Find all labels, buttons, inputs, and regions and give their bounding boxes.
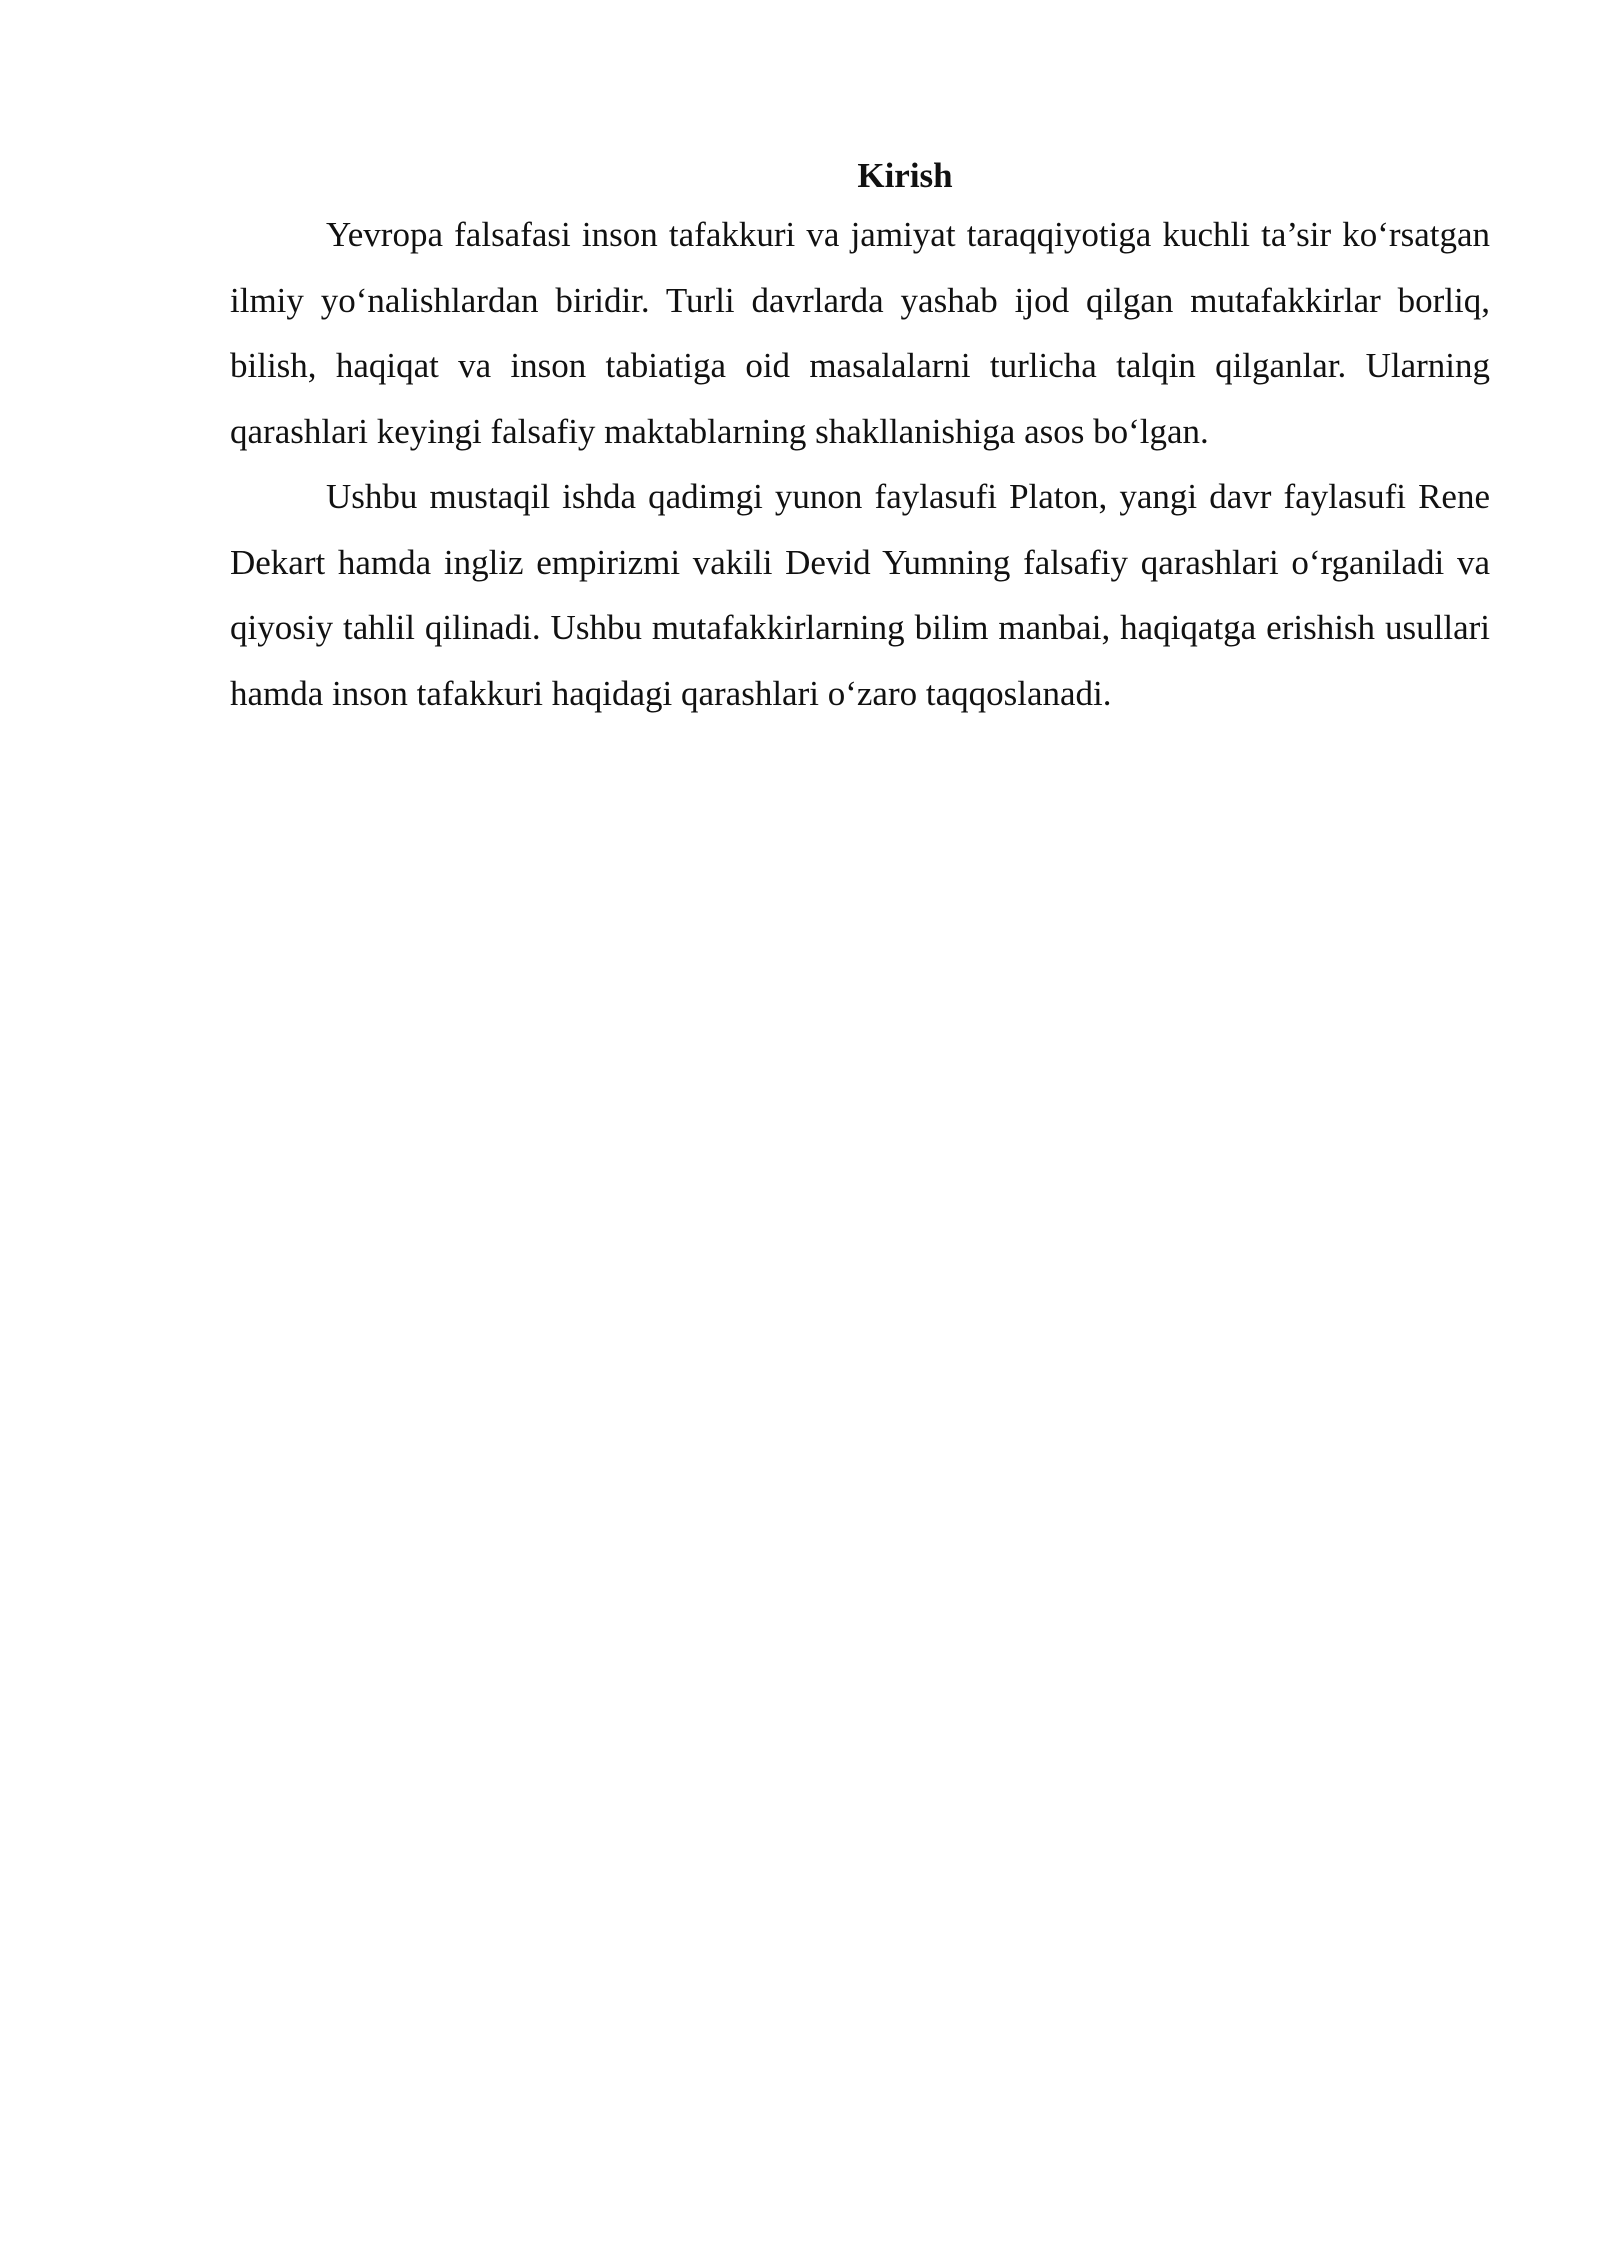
- paragraph-introduction: Yevropa falsafasi inson tafakkuri va jamiyat taraqqiyotiga kuchli ta’sir ko‘rsatgan ilmiy yo‘nalishlardan biridir. Turli davrlarda yashab ijod qilgan mutafakkirlar borliq, bilish, haqiqat va inson tabiatiga oid masalalarni turlicha talqin qilganlar. Ularning qarashlari keyingi falsafiy maktablarning shakllanishiga asos bo‘lgan.: [230, 215, 1490, 451]
- document-body: [230, 150, 1490, 726]
- section-heading: Kirish: [857, 156, 953, 195]
- paragraph-scope: Ushbu mustaqil ishda qadimgi yunon faylasufi Platon, yangi davr faylasufi Rene Dekart hamda ingliz empirizmi vakili Devid Yumning falsafiy qarashlari o‘rganiladi va qiyosiy tahlil qilinadi. Ushbu mutafakkirlarning bilim manbai, haqiqatga erishish usullari hamda inson tafakkuri haqidagi qarashlari o‘zaro taqqoslanadi.: [230, 477, 1490, 713]
